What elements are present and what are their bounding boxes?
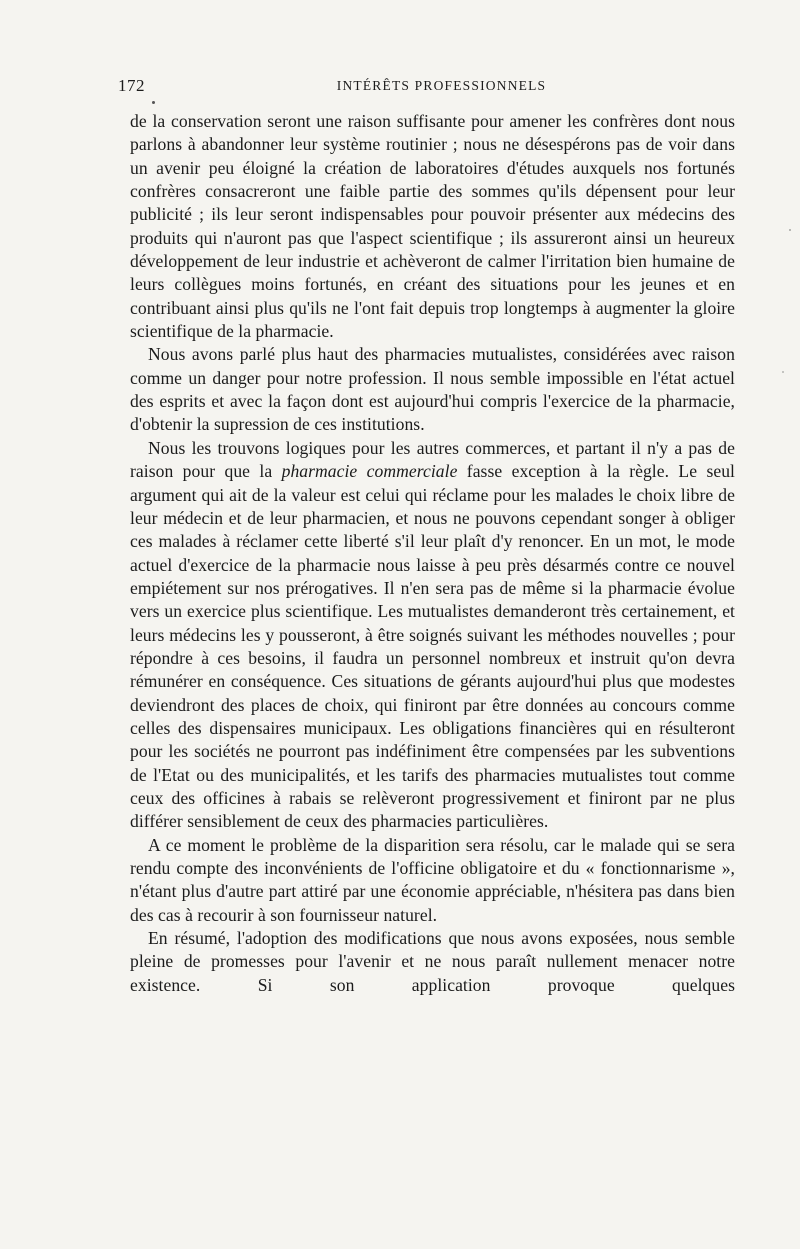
paragraph-4: A ce moment le problème de la disparition sera résolu, car le malade qui se sera rendu compte des inconvénients de l'officine obligatoire et du « fonctionnarisme », n'étant plus d'autre part attiré par une économie appréciable, n'hésitera pas dans bien des cas à recourir à son fournisseur naturel.: [130, 834, 735, 925]
paragraph-3-text-start: Nous les trouvons logiques pour les autres commerces, et partant il n'y a pas de raison pour que la: [130, 437, 735, 482]
paragraph-5: En résumé, l'adoption des modifications que nous avons exposées, nous semble pleine de promesses pour l'avenir et ne nous paraît nullement menacer notre existence. Si son application provoque quelques: [130, 928, 735, 995]
print-speck: [789, 229, 791, 231]
paragraph-3-text-end: fasse exception à la règle. Le seul argument qui ait de la valeur est celui qui réclame pour les malades le choix libre de leur médecin et de leur pharmacien, et nous ne pouvons cependant songer à obliger ces malades à réclamer cette liberté s'il leur plaît d'y renoncer. En un mot, le mode actuel d'exercice de la pharmacie nous laisse à peu près désarmés contre ce nouvel empiétement sur nos prérogatives. Il n'en sera pas de même si la pharmacie évolue vers un exercice plus scientifique. Les mutualistes demanderont très certainement, et leurs médecins les y pousseront, à être soignés suivant les méthodes nouvelles ; pour répondre à ces besoins, il faudra un personnel nombreux et instruit qu'on devra rémunérer en conséquence. Ces situations de gérants aujourd'hui plus que modestes deviendront des places de choix, qui finiront par être données au concours comme celles des dispensaires municipaux. Les obligations financières qui en résulteront pour les sociétés ne pourront pas indéfiniment être compensées par les subventions de l'Etat ou des municipalités, et les tarifs des pharmacies mutualistes tout comme ceux des officines à rabais se relèveront progressivement et finiront par ne plus différer sensiblement de ceux des pharmacies particulières.: [130, 461, 735, 832]
page-number: 172: [118, 76, 145, 95]
print-speck: [782, 371, 784, 373]
running-head: INTÉRÊTS PROFESSIONNELS: [336, 78, 547, 93]
print-speck: [152, 101, 155, 104]
paragraph-2: Nous avons parlé plus haut des pharmacies mutualistes, considérées avec raison comme un danger pour notre profession. Il nous semble impossible en l'état actuel des esprits et avec la façon dont est aujourd'hui compris l'exercice de la pharmacie, d'obtenir la supression de ces institutions.: [130, 344, 735, 435]
paragraph-1: de la conservation seront une raison suffisante pour amener les confrères dont nous parlons à abandonner leur système routinier ; nous ne désespérons pas de voir dans un avenir peu éloigné la création de laboratoires d'études auxquels nos fortunés confrères consacreront une faible partie des sommes qu'ils dépensent pour leur publicité ; ils leur seront indispensables pour pouvoir présenter aux médecins des produits qui n'auront pas que l'aspect scientifique ; ils assureront ainsi un heureux développement de leur industrie et achèveront de calmer l'irritation bien humaine de leurs collègues moins fortunés, en créant des situations pour les jeunes et en contribuant ainsi plus qu'ils ne l'ont fait depuis trop longtemps à augmenter la gloire scientifique de la pharmacie.: [130, 111, 735, 342]
italic-phrase: pharmacie commerciale: [281, 461, 458, 482]
page-header: [118, 76, 735, 98]
paragraph-3: [130, 437, 735, 834]
body-text: [130, 110, 735, 997]
